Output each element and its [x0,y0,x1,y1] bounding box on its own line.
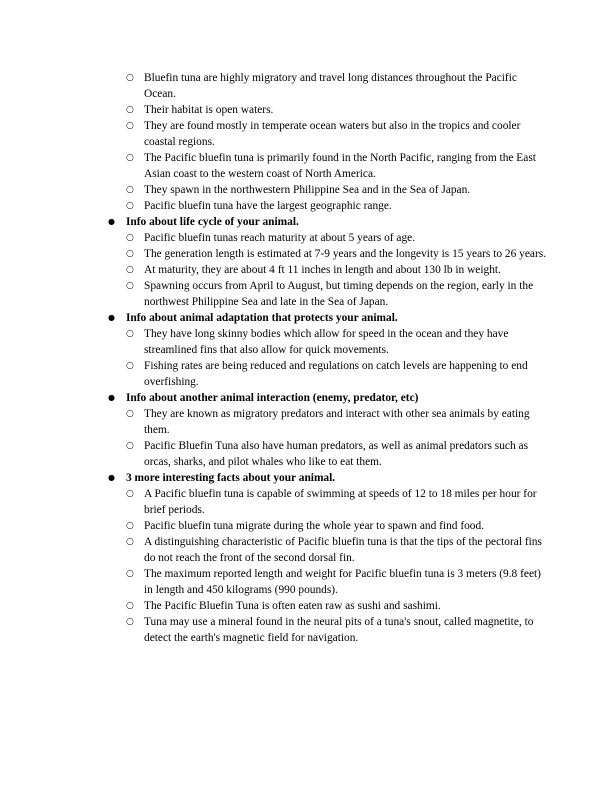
bullet-item [108,230,548,246]
bullet-text: ○ Their habitat is open waters. [144,104,274,116]
section-heading-facts: ● 3 more interesting facts about your animal. [108,470,548,486]
bullet-text: ○ Pacific Bluefin Tuna also have human predators, as well as animal predators such as orcas, sharks, and pilot whales who like to eat them. [144,440,529,468]
bullet-item [108,534,548,566]
bullet-item [108,566,548,598]
bullet-text: ○ Pacific bluefin tunas reach maturity at about 5 years of age. [144,232,416,244]
bullet-item [108,70,548,102]
bullet-item [108,598,548,614]
bullet-item [108,486,548,518]
bullet-text: ○ The Pacific Bluefin Tuna is often eaten raw as sushi and sashimi. [144,600,441,612]
bullet-text: ○ Pacific bluefin tuna migrate during the whole year to spawn and find food. [144,520,485,532]
bullet-text: ○ At maturity, they are about 4 ft 11 inches in length and about 130 lb in weight. [144,264,501,276]
bullet-text: ○ The Pacific bluefin tuna is primarily found in the North Pacific, ranging from the East Asian coast to the western coast of North America. [144,152,536,180]
bullet-text: ○ A Pacific bluefin tuna is capable of swimming at speeds of 12 to 18 miles per hour for brief periods. [144,488,537,516]
bullet-item [108,438,548,470]
bullet-item [108,406,548,438]
bullet-text: ○ They spawn in the northwestern Philippine Sea and in the Sea of Japan. [144,184,471,196]
section-heading-life-cycle: ● Info about life cycle of your animal. [108,214,548,230]
section-heading-adaptation: ● Info about animal adaptation that protects your animal. [108,310,548,326]
bullet-item [108,118,548,150]
bullet-text: ○ Fishing rates are being reduced and regulations on catch levels are happening to end overfishing. [144,360,528,388]
bullet-item [108,518,548,534]
habitat-list [108,70,548,646]
bullet-text: ○ A distinguishing characteristic of Pacific bluefin tuna is that the tips of the pectoral fins do not reach the front of the second dorsal fin. [144,536,542,564]
bullet-item [108,278,548,310]
bullet-text: ○ The generation length is estimated at 7-9 years and the longevity is 15 years to 26 years. [144,248,547,260]
bullet-text: ○ They are known as migratory predators and interact with other sea animals by eating them. [144,408,530,436]
bullet-text: ○ The maximum reported length and weight for Pacific bluefin tuna is 3 meters (9.8 feet) in length and 450 kilograms (990 pounds). [144,568,541,596]
bullet-item [108,198,548,214]
bullet-item [108,150,548,182]
bullet-item [108,358,548,390]
bullet-text: ○ Pacific bluefin tuna have the largest geographic range. [144,200,392,212]
section-heading-interaction: ● Info about another animal interaction (enemy, predator, etc) [108,390,548,406]
bullet-item [108,102,548,118]
bullet-item [108,326,548,358]
bullet-item [108,614,548,646]
bullet-text: ○ They are found mostly in temperate ocean waters but also in the tropics and cooler coastal regions. [144,120,521,148]
bullet-text: ○ They have long skinny bodies which allow for speed in the ocean and they have streamlined fins that also allow for quick movements. [144,328,509,356]
bullet-item [108,262,548,278]
bullet-item [108,246,548,262]
bullet-item [108,182,548,198]
bullet-text: ○ Bluefin tuna are highly migratory and travel long distances throughout the Pacific Ocean. [144,72,517,100]
bullet-text: ○ Spawning occurs from April to August, but timing depends on the region, early in the northwest Philippine Sea and late in the Sea of Japan. [144,280,534,308]
bullet-text: ○ Tuna may use a mineral found in the neural pits of a tuna's snout, called magnetite, to detect the earth's magnetic field for navigation. [144,616,534,644]
